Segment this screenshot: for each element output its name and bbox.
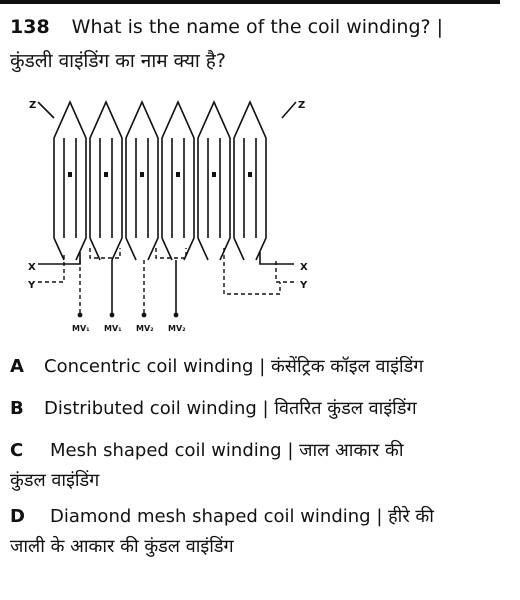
question-number: 138 [10, 16, 50, 38]
terminal-dot-2 [110, 313, 115, 318]
coil-marker-3 [140, 172, 144, 177]
label-z-left: Z [29, 100, 37, 111]
x-left-line [38, 252, 80, 264]
y-left-line [38, 254, 64, 282]
coil-3-lead [126, 238, 136, 260]
coil-group [38, 102, 296, 314]
coil-markers [68, 172, 252, 177]
label-x-right: X [300, 262, 308, 273]
question [10, 10, 510, 78]
option-d-text-cont: जाली के आकार की कुंडल वाइंडिंग [10, 536, 234, 557]
option-c-text-cont: कुंडल वाइंडिंग [10, 470, 100, 491]
x-right-line [260, 252, 294, 264]
top-rule [0, 0, 500, 4]
option-a-letter: A [10, 356, 24, 377]
option-d-letter: D [10, 506, 25, 527]
bridge-3 [224, 248, 280, 294]
terminal-label-2: MV₁ [104, 324, 122, 333]
option-c-letter: C [10, 440, 24, 461]
coil-5-lead [198, 238, 208, 260]
coil-2-lead [90, 238, 100, 260]
coil-5 [198, 102, 230, 260]
option-a[interactable] [10, 352, 515, 382]
z-right-lead [282, 102, 296, 118]
question-text-hi: कुंडली वाइंडिंग का नाम क्या है? [10, 50, 226, 72]
terminal-dot-1 [78, 313, 83, 318]
coil-marker-1 [68, 172, 72, 177]
option-b[interactable] [10, 394, 515, 424]
options-list [10, 352, 515, 562]
y-right-line [276, 258, 294, 282]
option-c[interactable] [10, 436, 515, 496]
coil-1 [54, 102, 86, 260]
coil-marker-6 [248, 172, 252, 177]
question-line-en [10, 10, 510, 44]
option-b-letter: B [10, 398, 24, 419]
coil-marker-4 [176, 172, 180, 177]
coil-marker-2 [104, 172, 108, 177]
winding-diagram [20, 88, 320, 338]
question-text-en: What is the name of the coil winding? | [71, 16, 444, 38]
terminal-label-1: MV₁ [72, 324, 90, 333]
label-x-left: X [28, 262, 36, 273]
coil-6-lead [234, 238, 244, 260]
option-d-text: Diamond mesh shaped coil winding | हीरे की [50, 506, 434, 527]
terminal-dot-4 [174, 313, 179, 318]
option-a-text: Concentric coil winding | कंसेंट्रिक कॉइल वाइंडिंग [44, 356, 424, 377]
coil-4 [162, 102, 194, 260]
coil-2 [90, 102, 122, 260]
coil-1-lead [54, 238, 64, 260]
coil-3 [126, 102, 158, 260]
z-left-lead [38, 102, 54, 118]
terminal-label-3: MV₂ [136, 324, 154, 333]
terminal-label-4: MV₂ [168, 324, 186, 333]
label-y-right: Y [300, 280, 308, 291]
option-d[interactable] [10, 502, 515, 562]
option-b-text: Distributed coil winding | वितरित कुंडल वाइंडिंग [44, 398, 417, 419]
coil-marker-5 [212, 172, 216, 177]
terminal-dot-3 [142, 313, 147, 318]
option-c-text: Mesh shaped coil winding | जाल आकार की [50, 440, 404, 461]
coil-4-lead [162, 238, 172, 260]
label-z-right: Z [298, 100, 306, 111]
coil-6 [234, 102, 266, 260]
label-y-left: Y [28, 280, 36, 291]
terminal-group [78, 313, 179, 318]
